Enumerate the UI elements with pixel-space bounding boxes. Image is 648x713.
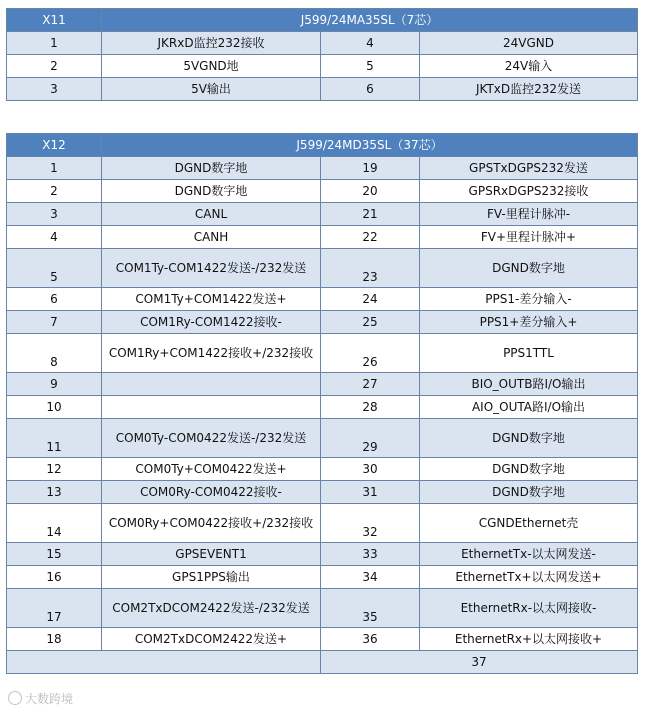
watermark-text: 大数跨境	[25, 692, 74, 706]
pin-number: 23	[321, 249, 420, 288]
pin-number: 5	[321, 55, 420, 78]
table-row	[7, 458, 638, 481]
pin-signal: PPS1TTL	[420, 334, 638, 373]
table-row	[7, 157, 638, 180]
pin-number: 27	[321, 373, 420, 396]
pin-signal: CGNDEthernet壳	[420, 504, 638, 543]
pin-number: 25	[321, 311, 420, 334]
table-row	[7, 651, 638, 674]
pin-signal: EthernetTx+以太网发送+	[420, 566, 638, 589]
pin-signal: COM0Ty-COM0422发送-/232发送	[102, 419, 321, 458]
pin-number: 19	[321, 157, 420, 180]
pin-signal: CANL	[102, 203, 321, 226]
pin-number: 18	[7, 628, 102, 651]
pin-number: 3	[7, 203, 102, 226]
table-row	[7, 589, 638, 628]
connector-id: X11	[7, 9, 102, 32]
table-row	[7, 288, 638, 311]
pin-signal: 5VGND地	[102, 55, 321, 78]
table-row	[7, 504, 638, 543]
table-row	[7, 396, 638, 419]
watermark-logo-icon	[8, 691, 22, 705]
pin-number: 20	[321, 180, 420, 203]
table-row	[7, 32, 638, 55]
pin-number: 37	[321, 651, 638, 674]
pinout-table-x12	[6, 133, 638, 674]
pin-signal: 5V输出	[102, 78, 321, 101]
pin-signal: DGND数字地	[420, 481, 638, 504]
pin-signal: COM0Ty+COM0422发送+	[102, 458, 321, 481]
pin-signal: GPS1PPS输出	[102, 566, 321, 589]
pin-number: 9	[7, 373, 102, 396]
pin-number: 31	[321, 481, 420, 504]
table-row	[7, 419, 638, 458]
table-row	[7, 55, 638, 78]
pin-number: 1	[7, 32, 102, 55]
table-row	[7, 311, 638, 334]
pin-number: 29	[321, 419, 420, 458]
pin-signal: AIO_OUTA路I/O输出	[420, 396, 638, 419]
pin-signal: COM2TxDCOM2422发送-/232发送	[102, 589, 321, 628]
connector-model: J599/24MA35SL（7芯）	[102, 9, 638, 32]
pin-number: 12	[7, 458, 102, 481]
table-row	[7, 566, 638, 589]
pin-signal: EthernetRx+以太网接收+	[420, 628, 638, 651]
connector-model: J599/24MD35SL（37芯）	[102, 134, 638, 157]
pin-number: 33	[321, 543, 420, 566]
table-row	[7, 203, 638, 226]
pin-number: 10	[7, 396, 102, 419]
pin-signal: DGND数字地	[420, 419, 638, 458]
pin-signal: 24VGND	[420, 32, 638, 55]
pin-signal: COM2TxDCOM2422发送+	[102, 628, 321, 651]
pin-signal: COM1Ry-COM1422接收-	[102, 311, 321, 334]
pin-signal: DGND数字地	[102, 157, 321, 180]
pin-number: 4	[7, 226, 102, 249]
pin-number: 13	[7, 481, 102, 504]
pin-signal: GPSRxDGPS232接收	[420, 180, 638, 203]
pinout-table-x11	[6, 8, 638, 101]
pin-signal: COM1Ty-COM1422发送-/232发送	[102, 249, 321, 288]
pin-number: 3	[7, 78, 102, 101]
pin-signal: DGND数字地	[102, 180, 321, 203]
pin-number: 6	[321, 78, 420, 101]
pin-number: 22	[321, 226, 420, 249]
watermark	[8, 690, 73, 707]
table-row	[7, 543, 638, 566]
pin-number: 26	[321, 334, 420, 373]
pin-signal: JKTxD监控232发送	[420, 78, 638, 101]
pin-number: 4	[321, 32, 420, 55]
pin-signal	[102, 373, 321, 396]
pin-signal: COM1Ry+COM1422接收+/232接收	[102, 334, 321, 373]
pin-number: 34	[321, 566, 420, 589]
pin-signal: DGND数字地	[420, 458, 638, 481]
table-row	[7, 180, 638, 203]
pin-number: 17	[7, 589, 102, 628]
pin-number: 36	[321, 628, 420, 651]
pin-number: 21	[321, 203, 420, 226]
pin-signal: COM1Ty+COM1422发送+	[102, 288, 321, 311]
pin-number: 15	[7, 543, 102, 566]
pin-signal: COM0Ry+COM0422接收+/232接收	[102, 504, 321, 543]
pin-number: 6	[7, 288, 102, 311]
pin-number: 30	[321, 458, 420, 481]
empty-cell	[7, 651, 321, 674]
pin-signal: FV-里程计脉冲-	[420, 203, 638, 226]
table-row	[7, 78, 638, 101]
table-row	[7, 481, 638, 504]
pin-signal: FV+里程计脉冲+	[420, 226, 638, 249]
table-row	[7, 373, 638, 396]
pin-number: 16	[7, 566, 102, 589]
pin-number: 1	[7, 157, 102, 180]
pin-signal: PPS1-差分输入-	[420, 288, 638, 311]
pin-number: 28	[321, 396, 420, 419]
pin-number: 8	[7, 334, 102, 373]
connector-id: X12	[7, 134, 102, 157]
pin-number: 5	[7, 249, 102, 288]
pin-number: 2	[7, 180, 102, 203]
table-row	[7, 628, 638, 651]
pin-number: 2	[7, 55, 102, 78]
pin-signal: 24V输入	[420, 55, 638, 78]
pin-signal: COM0Ry-COM0422接收-	[102, 481, 321, 504]
pin-number: 7	[7, 311, 102, 334]
pin-number: 11	[7, 419, 102, 458]
table-header	[7, 134, 638, 157]
pin-number: 32	[321, 504, 420, 543]
pin-signal: PPS1+差分输入+	[420, 311, 638, 334]
pin-number: 24	[321, 288, 420, 311]
table-header	[7, 9, 638, 32]
pin-signal	[102, 396, 321, 419]
pin-number: 35	[321, 589, 420, 628]
pin-signal: GPSTxDGPS232发送	[420, 157, 638, 180]
table-row	[7, 334, 638, 373]
pin-signal: JKRxD监控232接收	[102, 32, 321, 55]
table-row	[7, 226, 638, 249]
pin-signal: GPSEVENT1	[102, 543, 321, 566]
pin-signal: CANH	[102, 226, 321, 249]
pin-signal: EthernetRx-以太网接收-	[420, 589, 638, 628]
pin-number: 14	[7, 504, 102, 543]
pin-signal: BIO_OUTB路I/O输出	[420, 373, 638, 396]
pin-signal: EthernetTx-以太网发送-	[420, 543, 638, 566]
pin-signal: DGND数字地	[420, 249, 638, 288]
table-row	[7, 249, 638, 288]
